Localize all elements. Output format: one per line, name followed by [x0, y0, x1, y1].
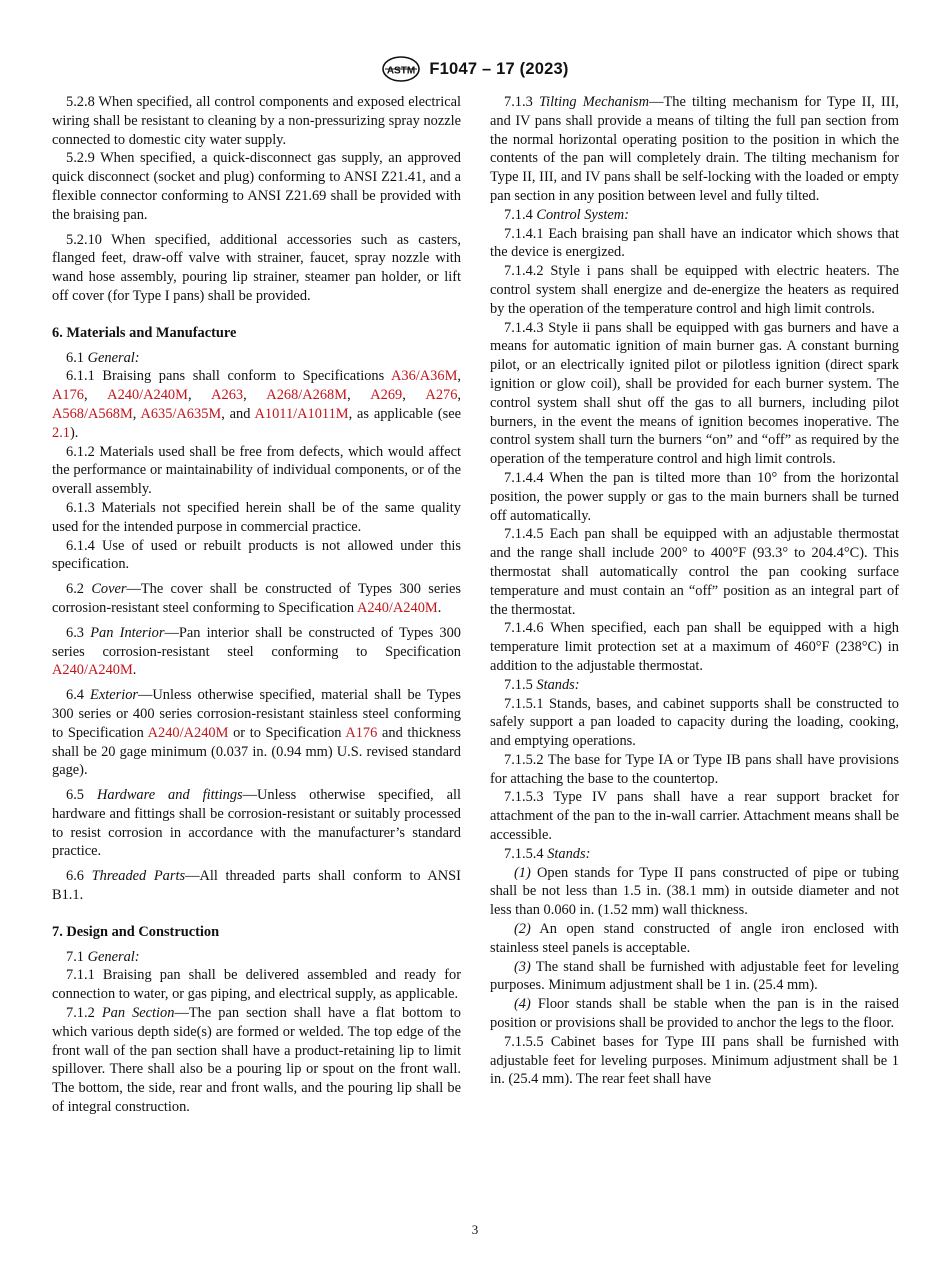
para-7-1-4-5: 7.1.4.5 Each pan shall be equipped with an adjustable thermostat and the range shall include 200° to 400°F (93.3° to 204.4°C). This thermostat shall automatically control the pan cooking surface temperature and must contain an “off” position as an integral part of the thermostat.	[490, 526, 899, 618]
section-heading-7: 7. Design and Construction	[52, 923, 220, 940]
list-item: (4) Floor stands shall be stable when the pan is in the raised position or provisions shall be provided to anchor the legs to the floor.	[490, 996, 899, 1032]
ref-a568[interactable]: A568/A568M	[52, 405, 133, 422]
svg-text:ASTM: ASTM	[387, 65, 416, 77]
left-column	[52, 93, 461, 1117]
ref-a240-exterior[interactable]: A240/A240M	[147, 724, 229, 741]
list-item: (1) Open stands for Type II pans constructed of pipe or tubing shall be not less than 1.5 in. (38.1 mm) in outside diameter and not less than 0.060 in. (1.52 mm) wall thickness.	[490, 864, 899, 919]
para-7-1-5-4: 7.1.5.4 Stands:	[504, 845, 591, 862]
para-7-1-5-3: 7.1.5.3 Type IV pans shall have a rear support bracket for attachment of the pan to the in-wall carrier. Attachment means shall be accessible.	[490, 789, 899, 844]
ref-a635[interactable]: A635/A635M	[140, 405, 222, 422]
para-6-4: 6.4 Exterior—Unless otherwise specified, material shall be Types 300 series or 400 series corrosion-resistant stainless steel conforming to Specification A240/A240M or to Specification A176 and thickness shall be 20 gage minimum (0.037 in. (0.94 mm) U.S. revised standard gage).	[52, 687, 461, 779]
para-6-5: 6.5 Hardware and fittings—Unless otherwise specified, all hardware and fittings shall be corrosion-resistant or suitably processed to resist corrosion in accordance with the manufacturer’s standard practice.	[52, 787, 461, 860]
para-6-6: 6.6 Threaded Parts—All threaded parts shall conform to ANSI B1.1.	[52, 868, 461, 904]
para-7-1-4: 7.1.4 Control System:	[504, 206, 629, 223]
para-7-1-2: 7.1.2 Pan Section—The pan section shall have a flat bottom to which various depth side(s) are formed or welded. The top edge of the front wall of the pan section shall have a product-retaining lip to limit spillover. There shall also be a pouring lip or spout on the front wall. The bottom, the side, rear and front walls, and the pouring lip shall be of integral construction.	[52, 1005, 461, 1116]
para-7-1-4-1: 7.1.4.1 Each braising pan shall have an indicator which shows that the device is energized.	[490, 225, 899, 261]
astm-logo-icon	[381, 56, 421, 82]
para-7-1-5-5: 7.1.5.5 Cabinet bases for Type III pans shall be furnished with adjustable feet for leveling purposes. Minimum adjustment shall be 1 in. (25.4 mm). The rear feet shall have	[490, 1033, 899, 1088]
para-6-3: 6.3 Pan Interior—Pan interior shall be constructed of Types 300 series corrosion-resistant steel conforming to Specification A240/A240M.	[52, 624, 461, 679]
list-item: (2) An open stand constructed of angle iron enclosed with stainless steel panels is acceptable.	[490, 921, 899, 956]
section-heading-6: 6. Materials and Manufacture	[52, 324, 237, 341]
para-6-1-2: 6.1.2 Materials used shall be free from defects, which would affect the performance or maintainability of individual components, or of the overall assembly.	[52, 443, 461, 498]
para-6-2: 6.2 Cover—The cover shall be constructed of Types 300 series corrosion-resistant steel conforming to Specification A240/A240M.	[52, 581, 461, 616]
para-7-1-4-6: 7.1.4.6 When specified, each pan shall be equipped with a high temperature limit protection set at a maximum of 460°F (238°C) in addition to the adjustable thermostat.	[490, 620, 899, 674]
right-column	[490, 93, 899, 1089]
para-6-1: 6.1 General:	[66, 349, 140, 366]
para-5-2-10: 5.2.10 When specified, additional accessories such as casters, flanged feet, draw-off valve with strainer, faucet, spray nozzle with wand hose assembly, pouring lip strainer, steamer pan holder, or lift off cover (for Type I pans) shall be provided.	[52, 231, 461, 304]
para-7-1-1: 7.1.1 Braising pan shall be delivered assembled and ready for connection to water, or gas piping, and electrical supply, as applicable.	[52, 967, 461, 1003]
document-id: F1047 – 17 (2023)	[429, 59, 569, 78]
para-7-1-5-1: 7.1.5.1 Stands, bases, and cabinet supports shall be constructed to safely support a pan loaded to capacity during the loading, cooking, and emptying operations.	[490, 695, 899, 750]
para-7-1-5-2: 7.1.5.2 The base for Type IA or Type IB pans shall have provisions for attaching the base to the countertop.	[490, 751, 899, 787]
para-6-1-3: 6.1.3 Materials not specified herein shall be of the same quality used for the intended purpose in commercial practice.	[52, 499, 461, 535]
para-5-2-9: 5.2.9 When specified, a quick-disconnect gas supply, an approved quick disconnect (socket and plug) conforming to ANSI Z21.41, and a flexible connector conforming to ANSI Z21.69 shall be provided with the braising pan.	[52, 150, 461, 223]
ref-a240-interior[interactable]: A240/A240M	[52, 662, 133, 679]
para-6-1-4: 6.1.4 Use of used or rebuilt products is not allowed under this specification.	[52, 537, 461, 573]
para-5-2-8: 5.2.8 When specified, all control components and exposed electrical wiring shall be resistant to cleaning by a non-pressurizing spray nozzle connected to domestic city water supply.	[52, 94, 461, 148]
ref-a176[interactable]: A176	[52, 387, 84, 404]
ref-a240-cover[interactable]: A240/A240M	[356, 599, 438, 616]
ref-a268[interactable]: A268/A268M	[266, 387, 348, 404]
ref-a263[interactable]: A263	[211, 387, 244, 404]
list-item: (3) The stand shall be furnished with adjustable feet for leveling purposes. Minimum adjustment shall be 1 in. (25.4 mm).	[490, 958, 899, 994]
ref-a269[interactable]: A269	[370, 387, 403, 404]
para-7-1-4-3: 7.1.4.3 Style ii pans shall be equipped with gas burners and have a means for automatic ignition of main burner gas. A constant burning pilot, or an electrically ignited pilot or pilotless ignition (direct spark ignition or glow coil), shall be provided for each burner system. The control system shall shut off the gas to all burners, including pilot burners, in the event the means of ignition becomes inoperative. The control system shall turn the burners “on” and “off” as required by the operation of the temperature control and high limit controls.	[490, 319, 899, 468]
para-6-1-1: 6.1.1 Braising pans shall conform to Specifications A36/A36M, A176, A240/A240M, A263, A268/A268M, A269, A276, A568/A568M, A635/A635M, and A1011/A1011M, as applicable (see 2.1).	[52, 368, 462, 441]
ref-a276[interactable]: A276	[425, 387, 458, 404]
ref-a1011[interactable]: A1011/A1011M	[254, 405, 349, 422]
ref-a36[interactable]: A36/A36M	[391, 368, 458, 385]
para-7-1-4-4: 7.1.4.4 When the pan is tilted more than 10° from the horizontal position, the power supply or gas to the main burners shall be turned off automatically.	[490, 469, 899, 524]
page-number: 3	[471, 1222, 479, 1237]
para-7-1-3: 7.1.3 Tilting Mechanism—The tilting mechanism for Type II, III, and IV pans shall provide a means of tilting the full pan section from the normal horizontal operating position to the position in which the contents of the pan will completely drain. The tilting mechanism for Type II, III, and IV pans shall be self-locking with the loaded or empty pan section in any position between level and fully tilted.	[490, 94, 899, 204]
page-header	[0, 56, 950, 82]
ref-a240[interactable]: A240/A240M	[107, 387, 188, 404]
para-7-1-5: 7.1.5 Stands:	[504, 676, 580, 693]
para-7-1: 7.1 General:	[66, 948, 140, 965]
ref-section-2-1[interactable]: 2.1	[52, 424, 70, 441]
ref-a176-exterior[interactable]: A176	[345, 724, 378, 741]
para-7-1-4-2: 7.1.4.2 Style i pans shall be equipped with electric heaters. The control system shall energize and de-energize the heaters as required by the operation of the temperature control and high limit controls.	[490, 263, 899, 317]
